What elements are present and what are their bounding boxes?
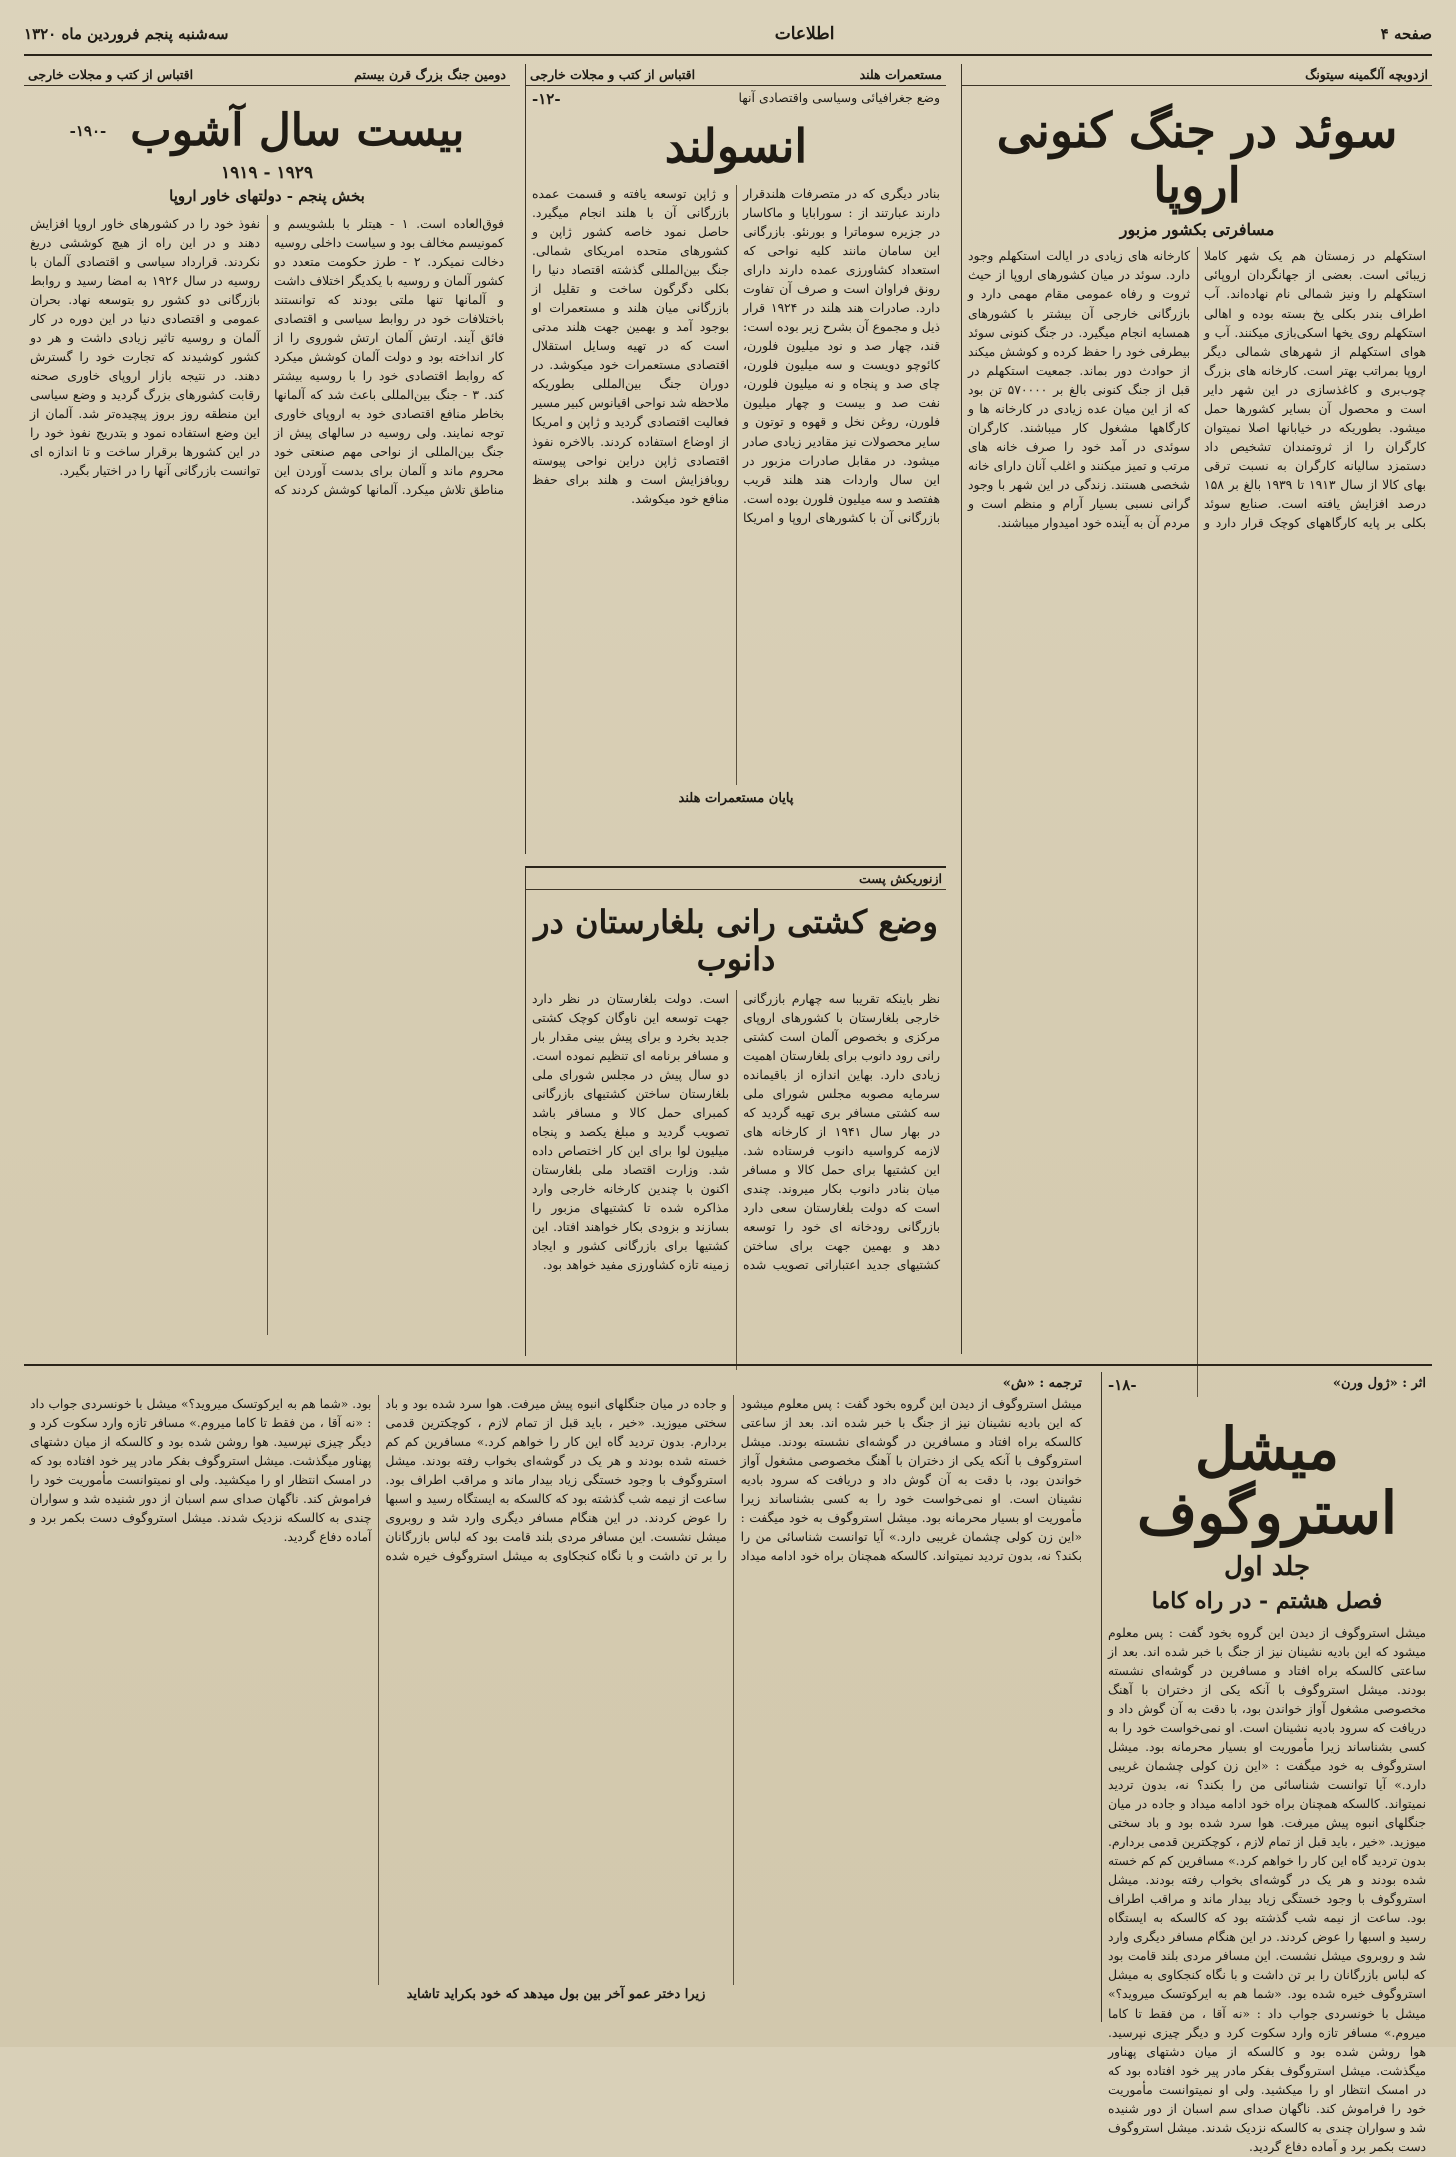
danube-kicker-row bbox=[526, 868, 946, 890]
twenty-years-body: فوق‌العاده است. ۱ - هیتلر با بلشویسم و کمونیسم مخالف بود و سیاست داخلی روسیه دخالت نمیکرد. ۲ - طرز حکومت متعدد دو کشور آلمان و روسیه با یکدیگر اختلاف داشت و آلمانها تنها ملتی بودند که توانستند باختلافات خود در روابط سیاسی و اقتصادی فائق آیند. ارتش آلمان ارتش شوروی را از کار انداخته بود و دولت آلمان کوشش میکرد که روابط اقتصادی خود را با روسیه بیشتر کند. ۳ - جنگ بین‌المللی باعث شد که آلمانها بخاطر منافع اقتصادی خود به اروپای خاوری توجه نمایند. ولی روسیه در سالهای پیش از جنگ بین‌المللی از نواحی مهم صنعتی خود محروم ماند و آلمان برای بدست آوردن این مناطق تلاش میکرد. آلمانها کوشش کردند که نفوذ خود را در کشورهای خاور اروپا افزایش دهند و در این راه از هیچ کوششی دریغ نکردند. قرارداد سیاسی و اقتصادی آلمان با روسیه در سال ۱۹۲۶ به امضا رسید و روابط بازرگانی دو کشور رو بتوسعه نهاد. بحران عمومی و اقتصادی دنیا در این دوره در کار آلمان و روسیه تاثیر زیادی داشت و هر دو کشور کوشیدند که تجارت خود را گسترش دهند. در نتیجه بازار اروپای خاوری صحنه رقابت کشورهای بزرگ گردید و وضع سیاسی این منطقه روز بروز پیچیده‌تر شد. آلمان از این وضع استفاده نمود و بتدریج نفوذ خود را در این کشورها برقرار ساخت و تا اندازه ای توانست بازرگانی آنها را در اختیار بگیرد. bbox=[30, 216, 504, 498]
serial-chapter: فصل هشتم - در راه کاما bbox=[1151, 1587, 1383, 1614]
holland-kicker-left: اقتباس از کتب و مجلات خارجی bbox=[530, 67, 696, 82]
serial-volume: جلد اول bbox=[1223, 1551, 1311, 1582]
masthead bbox=[24, 14, 1432, 56]
sweden-article bbox=[961, 64, 1432, 1354]
sweden-kicker-row bbox=[962, 64, 1432, 86]
twenty-years-kicker-right: دومین جنگ بزرگ قرن بیستم bbox=[354, 67, 506, 82]
danube-body: نظر باینکه تقریبا سه چهارم بازرگانی خارجی بلغارستان با کشورهای اروپای مرکزی و بخصوص آلمان است کشتی رانی رود دانوب برای بلغارستان اهمیت زیادی دارد. بهاین اندازه از باقیمانده سرمایه مصوبه مجلس شورای ملی سه کشتی مسافر بری تهیه گردید که در بهار سال ۱۹۴۱ از کارخانه های لازمه کرواسیه دانوب فرستاده شد. این کشتیها برای حمل کالا و مسافر میان بنادر دانوب بکار میروند. چندی است که دولت بلغارستان سعی دارد بازرگانی رودخانه ای خود را توسعه دهد و بهمین جهت برای ساختن کشتیهای جدید اعتباراتی تصویب شده است. دولت بلغارستان در نظر دارد جهت توسعه این ناوگان کوچک کشتی جدید بخرد و برای پیش بینی مقدار بار و مسافر برنامه ای تنظیم نموده است. دو سال پیش در مجلس شورای ملی بلغارستان ساختن کشتیهای بازرگانی کمبرای حمل کالا و مسافر باشد تصویب گردید و مبلغ یکصد و پنجاه میلیون لوا برای این کار اختصاص داده شد. وزارت اقتصاد ملی بلغارستان اکنون با چندین کارخانه خارجی وارد مذاکره شده تا کشتیهای مزبور را بسازند و بزودی بکار خواهند افتاد. این کشتیها برای بازرگانی کشور و ایجاد زمینه تازه کشاورزی مفید خواهد بود. bbox=[532, 991, 941, 1273]
serial-number: -۱۸- bbox=[1108, 1376, 1137, 1394]
serial-body: میشل استروگوف از دیدن این گروه بخود گفت : پس معلوم میشود که این بادیه نشینان نیز از جنگ با خبر شده اند. بعد از ساعتی کالسکه براه افتاد و مسافرین در گوشه‌ای نشسته بودند. میشل استروگوف با آنکه یکی از دختران با آهنگ مخصوصی مشغول آواز خواندن بود، با دقت به آن گوش داد و دریافت که سرود بادیه نشینان است. او نمی‌خواست خود را به کسی بشناساند زیرا مأموریت او بسیار محرمانه بود. میشل استروگوف به خود میگفت : «این زن کولی چشمان غریبی دارد.» آیا توانست شناسائی من را بکند؟ نه، بدون تردید نمیتواند. کالسکه همچنان براه خود ادامه میداد و جاده در میان جنگلهای انبوه پیش میرفت. هوا سرد شده بود و باد سختی میوزید. «خیر ، باید قبل از تمام لازم ، کوچکترین قدمی بردارم. بدون تردید گاه این کار را خواهم کرد.» مسافرین کم کم خسته شده بودند و هر یک در گوشه‌ای بخواب رفته بودند. میشل استروگوف با وجود خستگی زیاد بیدار ماند و مراقب اطراف بود. ساعت از نیمه شب گذشته بود که کالسکه به ایستگاه رسید و اسبها را عوض کردند. در این هنگام مسافر دیگری وارد شد و روبروی میشل نشست. این مسافر مردی بلند قامت بود که لباس بازرگانان را بر تن داشت و با نگاه کنجکاوی به میشل استروگوف خیره شده بود. «شما هم به ایرکوتسک میروید؟» میشل با خونسردی جواب داد : «نه آقا ، من فقط تا کاما میروم.» مسافر تازه وارد سکوت کرد و دیگر چیزی نپرسید. هوا روشن شده بود و کالسکه از میان دشتهای پهناور میگذشت. میشل استروگوف بفکر مادر پیر خود افتاده بود که در امسک انتظار او را میکشید. ولی او نمیتوانست مأموریت خود را فراموش کند. ناگهان صدای سم اسبان از دور شنیده شد و سواران چندی به کالسکه نزدیک شدند. میشل استروگوف دست بکمر برد و آماده دفاع گردید. bbox=[30, 1397, 1082, 1564]
serial-title: میشل استروگوف bbox=[1137, 1415, 1397, 1547]
serial-article bbox=[24, 1372, 1432, 2154]
sweden-body: استکهلم در زمستان هم یک شهر کاملا زیبائی است. بعضی از جهانگردان اروپائی استکهلم را ونیز شمالی نام نهاده‌اند. آب اطراف بندر بکلی یخ بسته بوده و اهالی استکهلم روی یخها اسکی‌بازی میکنند. آب و هوای استکهلم از شهرهای شمالی دیگر اروپا بمراتب بهتر است. کارخانه های بزرگ چوب‌بری و کاغذسازی در این شهر دایر است و محصول آن بسایر کشورها حمل میشود. بطوریکه در خیابانها اصلا نمیتوان کارگران را از ثروتمندان تشخیص داد دستمزد سالیانه کارگران به نسبت ترقی بهای کالا از سال ۱۹۱۳ تا ۱۹۳۹ بالغ بر ۱۵۸ درصد افزایش یافته است. صنایع سوئد بکلی بر پایه کارگاههای کوچک قرار دارد و کارخانه های زیادی در ایالت استکهلم وجود دارد. سوئد در میان کشورهای اروپا از حیث ثروت و رفاه عمومی مقام مهمی دارد و بازرگانی خارجی آن بیشتر با کشورهای همسایه انجام میگیرد. در جنگ کنونی سوئد بیطرفی خود را حفظ کرده و کوشش میکند از حوادث دور بماند. جمعیت استکهلم در قبل از جنگ کنونی بالغ بر ۵۷۰۰۰۰ تن بود که از این میان عده زیادی در کارخانه ها و کارگاهها مشغول کار میباشند. کارگران سوئدی در آمد خود را صرف خانه های مرتب و تمیز میکنند و اغلب آنان دارای خانه شخصی هستند. زندگی در این شهر با وجود گرانی نسبی بسیار آرام و منظم است و مردم آن به آینده خود امیدوار میباشند. bbox=[968, 249, 1426, 531]
issue-date: سه‌شنبه پنجم فروردین ماه ۱۳۲۰ bbox=[24, 25, 229, 43]
serial-divider bbox=[24, 1364, 1432, 1366]
holland-serial-number: -۱۲- bbox=[532, 90, 561, 108]
danube-source: ازنوریکش پست bbox=[858, 871, 942, 886]
serial-title-block bbox=[1101, 1372, 1432, 2154]
twenty-years-kicker-left: اقتباس از کتب و مجلات خارجی bbox=[28, 67, 194, 82]
serial-author: اثر : «ژول ورن» bbox=[1332, 1376, 1426, 1391]
serial-kicker-row bbox=[1102, 1372, 1432, 1398]
sweden-source: ازدوبچه آلگمینه سیتونگ bbox=[1305, 67, 1428, 82]
danube-headline: وضع کشتی رانی بلغارستان در دانوب bbox=[534, 903, 938, 978]
serial-translator: ترجمه : «ش» bbox=[1002, 1376, 1082, 1391]
holland-article bbox=[525, 64, 946, 854]
holland-body: بنادر دیگری که در متصرفات هلندقرار دارند عبارتند از : سورابایا و ماکاسار در جزیره سوماترا و بورنئو. بازرگانی این سامان مانند کلیه نواحی که استعداد کشاورزی عمده دارند دارای رونق فراوان است و صرف آن تفاوت دارد. صادرات هند هلند در ۱۹۲۴ قرار ذیل و مجموع آن بشرح زیر بوده است: قند، چهار صد و نود میلیون فلورن، کائوچو دویست و سه میلیون فلورن، چای صد و پنجاه و نه میلیون فلورن، نفت صد و بیست و چهار میلیون فلورن، روغن نخل و قهوه و توتون و سایر محصولات نیز مقادیر زیادی صادر میشود. در مقابل صادرات مزبور در این سال واردات هند هلند قریب هفتصد و سه میلیون فلورن بوده است. بازرگانی آن با کشورهای اروپا و امریکا و ژاپن توسعه یافته و قسمت عمده بازرگانی آن با هلند انجام میگیرد. حاصل نمود خاصه کشور ژاپن و کشورهای متحده امریکای شمالی. جنگ بین‌المللی گذشته اقتصاد دنیا را بکلی دگرگون ساخت و تقلیل از بازرگانی میان هلند و مستعمرات او بوجود آمد و بهمین جهت هلند مدتی است که در تهیه وسایل استقلال اقتصادی مستعمرات خود میکوشد. در دوران جنگ بین‌المللی بطوریکه ملاحظه شد نواحی اقیانوس کبیر مسیر فعالیت اقتصادی گردید و ژاپن و امریکا از اوضاع استفاده کردند. بالاخره نفوذ اقتصادی ژاپن دراین نواحی پیوسته روبافزایش است و هلند برای حفظ منافع خود میکوشد. bbox=[532, 186, 940, 525]
sweden-subhead: مسافرتی بکشور مزبور bbox=[1119, 220, 1275, 240]
holland-headline: انسولند bbox=[664, 119, 808, 173]
holland-end-line: پایان مستعمرات هلند bbox=[678, 790, 794, 806]
twenty-years-title-row bbox=[24, 106, 510, 157]
serial-intro-text: میشل استروگوف از دیدن این گروه بخود گفت : پس معلوم میشود که این بادیه نشینان نیز از جنگ با خبر شده اند. بعد از ساعتی کالسکه براه افتاد و مسافرین در گوشه‌ای نشسته بودند. میشل استروگوف با آنکه یکی از دختران با آهنگ مخصوصی مشغول آواز خواندن بود، با دقت به آن گوش داد و دریافت که سرود بادیه نشینان است. او نمی‌خواست خود را به کسی بشناساند زیرا مأموریت او بسیار محرمانه بود. میشل استروگوف به خود میگفت : «این زن کولی چشمان غریبی دارد.» آیا توانست شناسائی من را بکند؟ نه، بدون تردید نمیتواند. کالسکه همچنان براه خود ادامه میداد و جاده در میان جنگلهای انبوه پیش میرفت. هوا سرد شده بود و باد سختی میوزید. «خیر ، باید قبل از تمام لازم ، کوچکترین قدمی بردارم. بدون تردید گاه این کار را خواهم کرد.» مسافرین کم کم خسته شده بودند و هر یک در گوشه‌ای بخواب رفته بودند. میشل استروگوف با وجود خستگی زیاد بیدار ماند و مراقب اطراف بود. ساعت از نیمه شب گذشته بود که کالسکه به ایستگاه رسید و اسبها را عوض کردند. در این هنگام مسافر دیگری وارد شد و روبروی میشل نشست. این مسافر مردی بلند قامت بود که لباس بازرگانان را بر تن داشت و با نگاه کنجکاوی به میشل استروگوف خیره شده بود. «شما هم به ایرکوتسک میروید؟» میشل با خونسردی جواب داد : «نه آقا ، من فقط تا کاما میروم.» مسافر تازه وارد سکوت کرد و دیگر چیزی نپرسید. هوا روشن شده بود و کالسکه از میان دشتهای پهناور میگذشت. میشل استروگوف بفکر مادر پیر خود افتاده بود که در امسک انتظار او را میکشید. ولی او نمیتوانست مأموریت خود را فراموش کند. ناگهان صدای سم اسبان از دور شنیده شد و سواران چندی به کالسکه نزدیک شدند. میشل استروگوف دست بکمر برد و آماده دفاع گردید. bbox=[1108, 1625, 1426, 2154]
holland-kicker-right: مستعمرات هلند bbox=[859, 67, 942, 82]
sweden-headline: سوئد در جنگ کنونی اروپا bbox=[996, 103, 1398, 215]
holland-subrow bbox=[526, 86, 946, 112]
serial-ending: زیرا دختر عمو آخر بین بول میدهد که خود بکراید تاشاید bbox=[406, 1987, 706, 2002]
twenty-years-article bbox=[24, 64, 510, 1354]
twenty-years-kicker-row bbox=[24, 64, 510, 86]
danube-article bbox=[525, 866, 946, 1356]
twenty-years-serial-number: -۱۹۰- bbox=[69, 122, 107, 141]
holland-kicker-row bbox=[526, 64, 946, 86]
newspaper-name: اطلاعات bbox=[774, 24, 835, 44]
twenty-years-section: بخش پنجم - دولتهای خاور اروپا bbox=[169, 186, 365, 205]
holland-subtitle: وضع جغرافیائی وسیاسی واقتصادی آنها bbox=[738, 90, 940, 105]
page-number: صفحه ۴ bbox=[1380, 25, 1432, 43]
serial-body-block bbox=[24, 1372, 1088, 2022]
twenty-years-years: ۱۹۲۹ - ۱۹۱۹ bbox=[221, 162, 313, 183]
twenty-years-headline: بیست سال آشوب bbox=[130, 105, 465, 156]
